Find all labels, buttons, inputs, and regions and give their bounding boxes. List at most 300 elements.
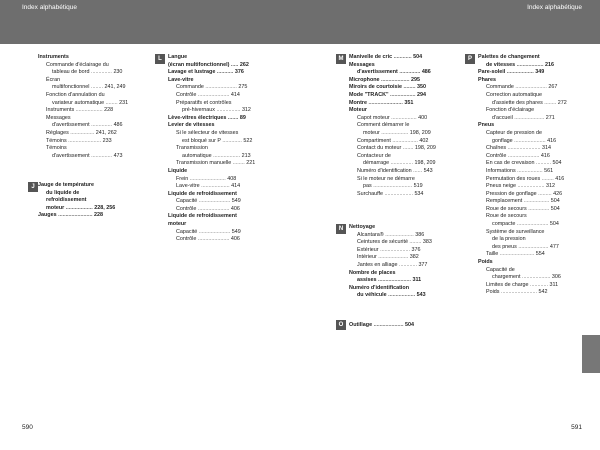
index-term: Si le moteur ne démarre [357,175,415,182]
index-term: Lavage et lustrage [168,69,216,76]
index-term: Numéro d'identification [357,167,412,174]
index-term: du liquide de [46,189,80,196]
index-entry: Manivelle de cric ............ 504 [349,54,423,60]
index-page-ref: 198, 209 [414,160,436,167]
index-term: Lave-vitre [176,183,200,190]
index-page-ref: 306 [551,274,561,281]
index-term: est bloqué sur P [182,137,221,144]
index-term: Pression de gonflage [486,190,537,197]
index-page-ref: 383 [422,239,432,246]
index-term: Contacteur de [357,152,391,159]
index-page-ref: 486 [113,122,123,129]
index-entry: du véhicule .................. 543 [357,292,426,299]
index-entry [349,224,471,232]
index-term: Extérieur [357,246,379,253]
index-column-3-o [349,322,471,330]
index-page-ref: 549 [231,228,241,235]
index-entry: Surchauffe ................... 534 [357,190,424,197]
index-group-p [478,54,600,297]
index-term: Taille [486,251,499,258]
index-term: Roue de secours [486,205,527,212]
index-term: Lève-vitres électriques [168,114,227,121]
index-entry: Capacité ..................... 549 [176,198,241,205]
index-term: Messages [349,61,375,68]
index-page-ref: 311 [412,277,422,284]
index-term: Instruments [38,54,69,60]
index-page-ref: 89 [239,114,246,121]
index-page-ref: 534 [414,190,424,197]
index-page-ref: 416 [547,137,557,144]
index-term: Capacité de [486,266,515,273]
index-entry: Contrôle ..................... 416 [486,152,550,159]
index-page-ref: 271 [545,114,555,121]
index-term: Commande [176,84,204,91]
index-entry [38,62,160,70]
index-term: Nombre de places [349,269,396,276]
index-entry: Réglages ................ 241, 262 [46,129,117,136]
index-page-ref: 311 [549,281,559,288]
index-page-ref: 408 [227,175,237,182]
index-page-ref: 275 [238,84,248,91]
index-term: Réglages [46,129,69,136]
index-entry: assises ...................... 311 [357,277,422,284]
index-page-ref: 294 [417,91,427,98]
index-term: Miroirs de courtoisie [349,84,403,91]
index-group-i [38,54,160,160]
index-entry [168,122,290,130]
index-term: Levier de vitesses [168,122,215,129]
index-term: Contrôle [176,236,197,243]
index-entry [478,54,600,62]
index-entry: Taille ....................... 554 [486,251,545,258]
index-term: Poids [478,259,493,266]
index-entry [168,145,290,153]
index-page-ref: 349 [535,69,545,76]
letter-marker-p: P [465,54,475,64]
index-page-ref: 233 [102,137,112,144]
index-entry [478,107,600,115]
index-page-ref: 549 [231,198,241,205]
index-term: de la pression [492,236,526,243]
index-page-ref: 376 [234,69,244,76]
letter-marker-j: J [28,182,38,192]
index-column-3 [349,54,471,198]
letter-marker-n: N [336,224,346,234]
index-entry [168,168,290,176]
index-group-m [349,54,471,198]
index-page-ref: 228, 256 [94,204,116,211]
index-entry: Lave-vitre ................... 414 [176,183,241,190]
index-entry: Pneus neige .................. 312 [486,183,555,190]
index-entry: Intérieur .................... 382 [357,254,419,261]
index-page-ref: 477 [549,243,559,250]
index-entry: gonflage ..................... 416 [492,137,557,144]
index-page-ref: 522 [243,137,253,144]
index-page-ref: 376 [411,246,421,253]
index-page-ref: 221 [246,160,256,167]
index-entry [168,213,290,221]
index-entry: Commande ..................... 275 [176,84,248,91]
index-entry [478,259,600,267]
index-page-ref: 350 [417,84,427,91]
index-page-ref: 377 [418,261,428,268]
index-entry: Capot moteur ................. 400 [357,114,428,121]
index-term: Mode "TRACK" [349,91,389,98]
index-entry [478,122,600,130]
index-entry [478,77,600,85]
index-entry [349,285,471,293]
index-term: Jauges [38,212,57,219]
index-entry [168,191,290,199]
index-entry [349,62,471,70]
index-entry: Lavage et lustrage ........... 376 [168,69,244,76]
index-term: du véhicule [357,292,387,299]
index-term: Contrôle [486,152,507,159]
index-entry [38,145,160,153]
index-page-ref: 543 [416,292,426,299]
index-group-l [168,54,290,244]
page-number-right: 591 [571,424,582,431]
index-term: Commande d'éclairage du [46,61,109,68]
index-page-ref: 272 [557,99,567,106]
index-page-ref: 414 [230,91,240,98]
index-term: Lave-vitre [168,76,194,83]
index-term: (écran multifonctionnel) [168,61,230,68]
index-term: moteur [363,129,380,136]
index-page-ref: 504 [549,221,559,228]
index-entry: Transmission manuelle ........ 221 [176,160,256,167]
index-entry: Compartiment ................. 402 [357,137,429,144]
index-entry: d'accueil .................... 271 [492,114,555,121]
index-entry: d'avertissement .............. 486 [52,122,123,129]
index-term: gonflage [492,137,513,144]
index-page-ref: 561 [544,167,554,174]
index-entry: démarrage ............... 198, 209 [363,160,436,167]
index-entry: Remplacement ................. 504 [486,198,560,205]
index-entry: Limites de charge ............ 311 [486,281,559,288]
header-title-right: Index alphabétique [527,4,582,11]
index-page-ref: 314 [542,145,552,152]
index-column-1-j [38,182,160,220]
index-column-3-n [349,224,471,300]
index-term: Liquide de refroidissement [168,213,237,220]
index-page-ref: 543 [423,167,433,174]
index-entry: Contrôle ..................... 406 [176,205,240,212]
index-term: Informations [486,167,516,174]
index-term: Liquide [168,167,188,174]
index-entry: multifonctionnel ........ 241, 249 [52,84,126,91]
index-page-ref: 406 [230,205,240,212]
index-term: d'avertissement [52,152,90,159]
index-entry: Chaînes ...................... 314 [486,145,552,152]
index-term: Commande [486,84,514,91]
index-term: Langue [168,54,188,60]
index-page-ref: 402 [419,137,429,144]
index-term: Montre [349,99,367,106]
index-term: Messages [46,114,71,121]
index-page-ref: 406 [230,236,240,243]
index-term: d'assiette des phares [492,99,543,106]
index-entry: Frein ........................ 408 [176,175,237,182]
index-term: Préparatifs et contrôles [176,99,232,106]
index-entry: moteur .................. 228, 256 [46,204,116,211]
index-entry: Lève-vitres électriques ....... 89 [168,114,246,121]
index-column-1 [38,54,160,160]
index-page-ref: 416 [555,175,565,182]
index-page-ref: 504 [550,205,560,212]
index-term: variateur automatique [52,99,105,106]
index-entry [38,197,160,205]
index-page-ref: 230 [113,69,123,76]
index-entry [38,182,160,190]
index-term: multifonctionnel [52,84,90,91]
index-term: assises [357,277,377,284]
index-entry: Jauges ....................... 228 [38,212,104,219]
index-entry: Extérieur .................... 376 [357,246,421,253]
index-term: des pneus [492,243,517,250]
index-page-ref: 486 [421,69,431,76]
index-page-ref: 241, 262 [95,129,117,136]
index-entry: des pneus .................... 477 [492,243,559,250]
index-entry: Contrôle ..................... 414 [176,91,240,98]
index-term: Chaînes [486,145,507,152]
index-page-ref: 504 [413,54,423,60]
index-page-ref: 351 [404,99,414,106]
index-page-ref: 504 [550,198,560,205]
index-term: tableau de bord [52,69,90,76]
letter-marker-l: L [155,54,165,64]
index-entry: (écran multifonctionnel) ..... 262 [168,61,249,68]
index-term: Manivelle de cric [349,54,393,60]
index-term: d'avertissement [52,122,90,129]
index-term: Ceintures de sécurité [357,239,408,246]
index-page-ref: 426 [553,190,563,197]
index-term: Capacité [176,198,198,205]
index-entry: Poids ........................ 542 [486,289,548,296]
index-term: Témoins [46,145,67,152]
index-entry [168,54,290,62]
index-term: moteur [168,221,187,228]
index-term: Numéro d'identification [349,284,409,291]
index-entry: Pression de gonflage ......... 426 [486,190,563,197]
index-entry [349,107,471,115]
index-entry: Contact du moteur ....... 198, 209 [357,145,436,152]
index-page-ref: 504 [405,322,415,328]
index-page-ref: 473 [113,152,123,159]
index-entry: Jantes en alliage ............ 377 [357,261,428,268]
index-page-ref: 228 [104,107,114,114]
index-page-ref: 295 [411,76,420,83]
index-entry [168,130,290,138]
index-page-ref: 241, 249 [104,84,126,91]
index-entry: moteur .................. 198, 209 [363,129,431,136]
index-entry: tableau de bord .............. 230 [52,69,123,76]
index-page-ref: 312 [241,107,251,114]
index-term: Contact du moteur [357,145,402,152]
index-entry: compacte ..................... 504 [492,221,559,228]
index-term: Roue de secours [486,213,527,220]
index-term: Nettoyage [349,224,376,230]
index-term: d'avertissement [357,69,398,76]
index-entry: Miroirs de courtoisie ........ 350 [349,84,427,91]
index-term: moteur [46,204,65,211]
index-term: Capteur de pression de [486,129,543,136]
index-term: Correction automatique [486,91,543,98]
index-page-ref: 542 [538,289,548,296]
index-entry: Montre ....................... 351 [349,99,414,106]
index-page-ref: 504 [552,160,562,167]
index-term: Écran [46,76,61,83]
index-entry: pré-hivernaux ................ 312 [182,107,251,114]
index-entry [168,77,290,85]
index-entry: pas .......................... 519 [363,183,423,190]
header-title-left: Index alphabétique [22,4,77,11]
index-term: Intérieur [357,254,377,261]
index-group-n [349,224,471,300]
index-term: Liquide de refroidissement [168,190,237,197]
letter-marker-o: O [336,320,346,330]
index-term: de vitesses [486,61,516,68]
index-entry: Pare-soleil .................. 349 [478,69,545,76]
index-page-ref: 554 [535,251,545,258]
index-term: Capacité [176,228,198,235]
index-entry [38,92,160,100]
index-entry: Mode "TRACK" ................. 294 [349,91,427,98]
index-entry: Roue de secours .............. 504 [486,205,560,212]
index-entry: Témoins ...................... 233 [46,137,112,144]
index-term: Jauge de température [38,182,95,188]
index-entry [478,92,600,100]
index-term: Comment démarrer le [357,122,410,129]
index-page-ref: 198, 209 [409,129,431,136]
index-page-ref: 382 [409,254,419,261]
index-page-ref: 519 [413,183,423,190]
index-term: Palettes de changement [478,54,540,60]
index-entry [168,221,290,229]
index-entry: Microphone ................... 295 [349,76,420,83]
index-entry: chargement ................... 306 [492,274,561,281]
index-entry [478,229,600,237]
index-entry: Permutation des roues ........ 416 [486,175,565,182]
index-entry: d'avertissement .............. 473 [52,152,123,159]
index-term: Surchauffe [357,190,383,197]
index-term: Contrôle [176,91,197,98]
index-term: Témoins [46,137,67,144]
index-entry [38,77,160,85]
index-page-ref: 213 [241,152,251,159]
index-term: pas [363,183,372,190]
index-term: Capot moteur [357,114,390,121]
index-page-ref: 312 [545,183,555,190]
index-term: Instruments [46,107,75,114]
index-entry [38,190,160,198]
index-entry [349,176,471,184]
index-page-ref: 414 [231,183,241,190]
index-entry [168,100,290,108]
index-page-ref: 262 [239,61,249,68]
index-term: Jantes en alliage [357,261,398,268]
index-entry: Ceintures de sécurité ........ 383 [357,239,432,246]
page-number-left: 590 [22,424,33,431]
index-term: Fonction d'éclairage [486,107,535,114]
page-header [0,0,600,44]
index-page-ref: 386 [415,231,425,238]
index-entry: Capacité ..................... 549 [176,228,241,235]
index-entry [38,54,160,62]
index-entry [38,115,160,123]
index-entry [349,270,471,278]
index-page-ref: 231 [119,99,129,106]
index-page-ref: 198, 209 [414,145,436,152]
index-term: Moteur [349,107,367,114]
index-term: Microphone [349,76,380,83]
index-entry: Instruments .................. 228 [46,107,114,114]
index-entry: de vitesses .................. 216 [486,61,555,68]
index-entry [349,153,471,161]
index-entry [478,267,600,275]
index-term: Système de surveillance [486,228,545,235]
index-term: Remplacement [486,198,523,205]
index-page-ref: 228 [94,212,104,219]
index-entry: automatique .................. 213 [182,152,251,159]
index-entry: Alcantara® ................... 386 [357,231,425,238]
index-entry [478,213,600,221]
index-term: automatique [182,152,212,159]
index-term: Si le sélecteur de vitesses [176,129,239,136]
index-term: Outillage [349,322,373,328]
index-entry: Outillage .................... 504 [349,322,415,328]
edge-tab [582,335,600,373]
index-entry: d'assiette des phares ........ 272 [492,99,567,106]
index-entry [478,130,600,138]
index-entry: variateur automatique ........ 231 [52,99,129,106]
index-entry: est bloqué sur P ............. 522 [182,137,253,144]
index-entry: Numéro d'identification ...... 543 [357,167,433,174]
index-term: Pneus neige [486,183,516,190]
index-page-ref: 416 [540,152,550,159]
index-term: compacte [492,221,516,228]
index-term: Transmission [176,145,208,152]
index-term: Phares [478,76,496,83]
index-column-4 [478,54,600,297]
index-group-o [349,322,471,330]
index-group-j [38,182,160,220]
index-term: d'accueil [492,114,513,121]
index-term: En cas de crevaison [486,160,535,167]
index-entry: En cas de crevaison .......... 504 [486,160,562,167]
index-term: Limites de charge [486,281,529,288]
index-term: Frein [176,175,189,182]
index-term: Pneus [478,122,495,129]
index-term: Compartiment [357,137,391,144]
index-term: Alcantara® [357,231,384,238]
index-term: Pare-soleil [478,69,506,76]
index-term: chargement [492,274,521,281]
index-term: Poids [486,289,500,296]
index-term: pré-hivernaux [182,107,215,114]
index-page-ref: 400 [418,114,428,121]
index-term: démarrage [363,160,390,167]
index-page-ref: 267 [548,84,558,91]
index-term: Permutation des roues [486,175,541,182]
index-entry [478,236,600,244]
index-term: Transmission manuelle [176,160,232,167]
letter-marker-m: M [336,54,346,64]
index-entry [349,122,471,130]
index-entry: Contrôle ..................... 406 [176,236,240,243]
index-entry: d'avertissement .............. 486 [357,69,431,76]
index-entry: Commande ..................... 267 [486,84,558,91]
